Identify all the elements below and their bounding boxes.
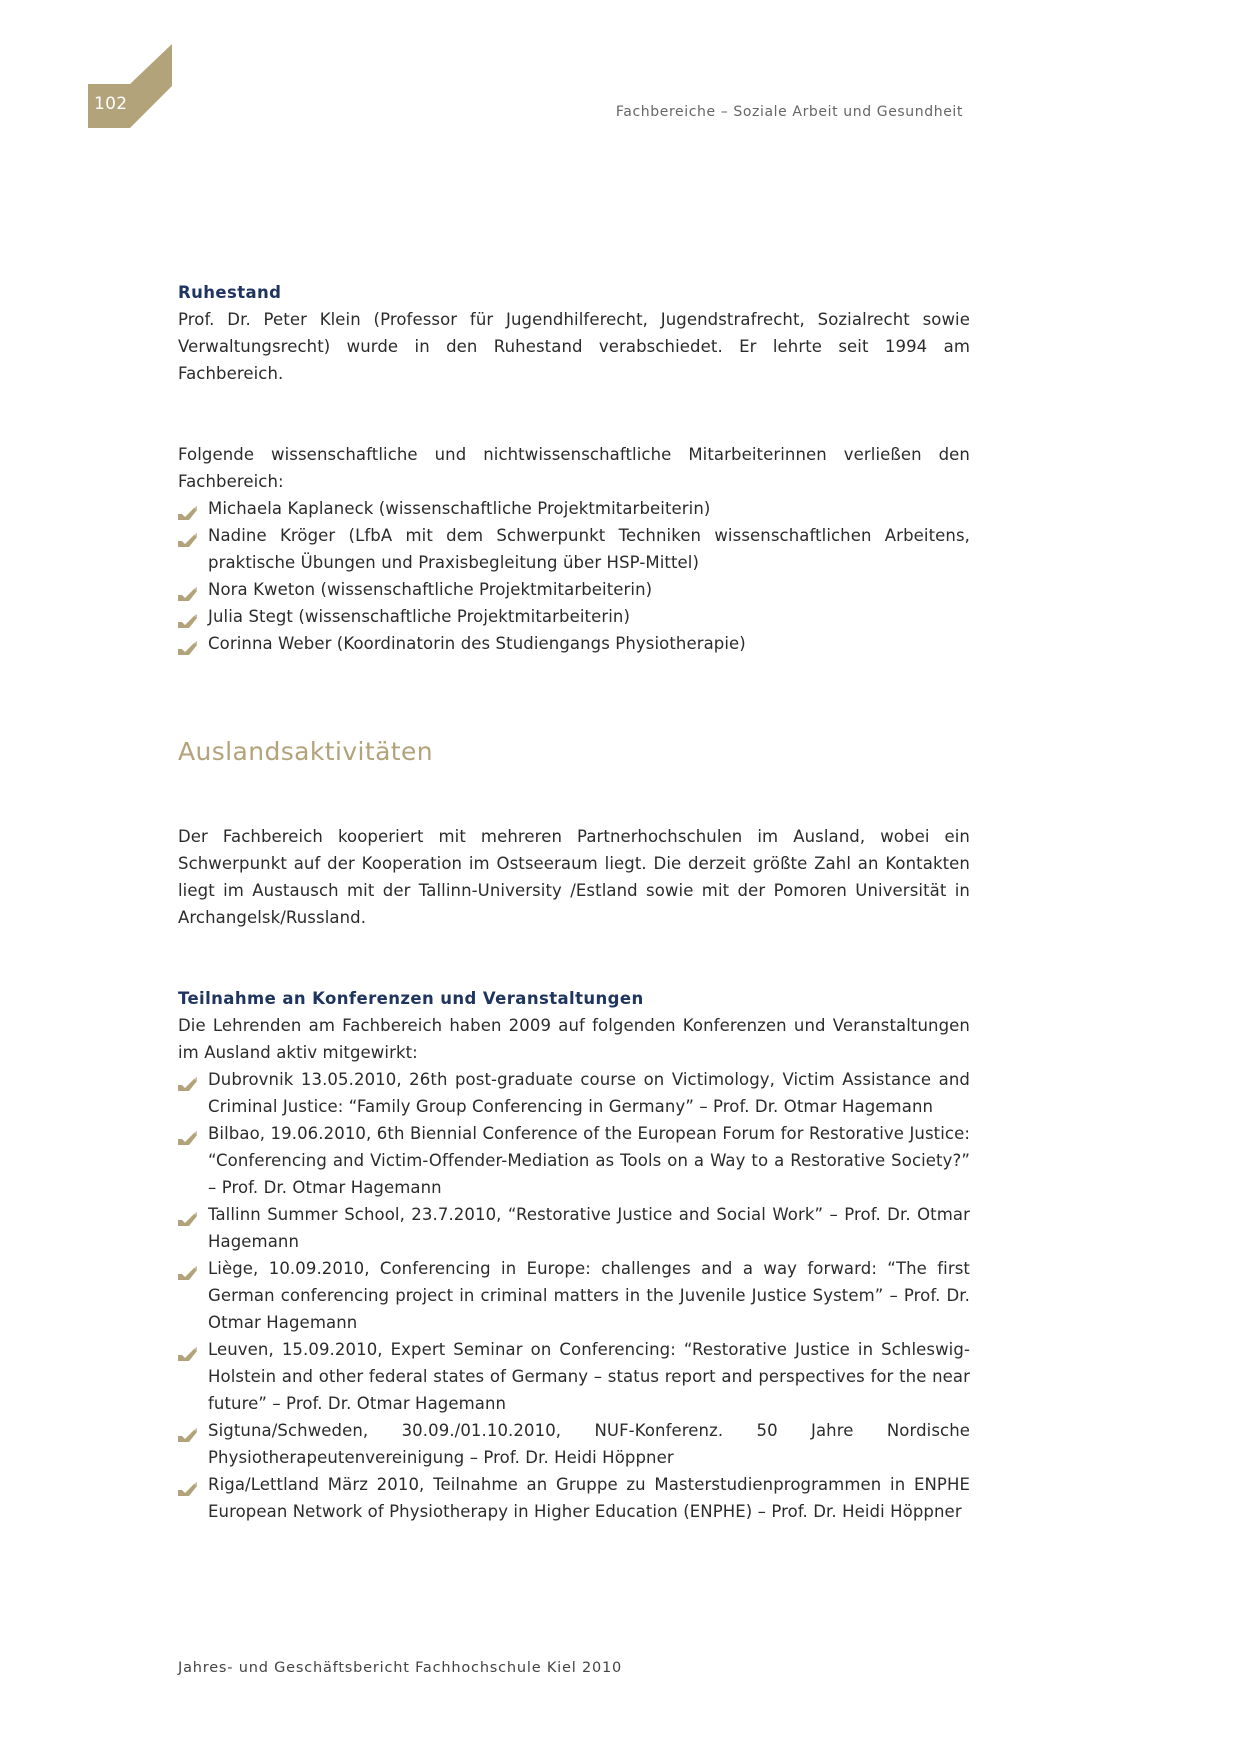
list-item: [178, 630, 970, 657]
list-item: [178, 603, 970, 630]
list-item-text: Bilbao, 19.06.2010, 6th Biennial Conference of the European Forum for Restorative Justice: “Conferencing and Victim-Offender-Mediation as Tools on a Way to a Restorative Society?” – Prof. Dr. Otmar Hagemann: [208, 1124, 970, 1197]
konferenzen-intro: Die Lehrenden am Fachbereich haben 2009 auf folgenden Konferenzen und Veranstaltungen im Ausland aktiv mitgewirkt:: [178, 1016, 970, 1062]
list-item-text: Tallinn Summer School, 23.7.2010, “Restorative Justice and Social Work” – Prof. Dr. Otmar Hagemann: [208, 1205, 970, 1251]
konferenzen-heading: Teilnahme an Konferenzen und Veranstaltungen: [178, 989, 644, 1008]
list-item-text: Nadine Kröger (LfbA mit dem Schwerpunkt Techniken wissenschaftlichen Arbeitens, praktische Übungen und Praxisbegleitung über HSP-Mittel): [208, 526, 970, 572]
list-item: [178, 1417, 970, 1471]
list-item-text: Riga/Lettland März 2010, Teilnahme an Gruppe zu Masterstudienprogrammen in ENPHE European Network of Physiotherapy in Higher Education (ENPHE) – Prof. Dr. Heidi Höppner: [208, 1475, 970, 1521]
pencil-bullet-icon: [178, 1261, 198, 1275]
list-item: [178, 522, 970, 576]
pencil-bullet-icon: [178, 1342, 198, 1356]
list-item: [178, 1471, 970, 1525]
list-item: [178, 576, 970, 603]
list-item-text: Nora Kweton (wissenschaftliche Projektmitarbeiterin): [208, 580, 653, 599]
running-head: Fachbereiche – Soziale Arbeit und Gesundheit: [615, 104, 963, 120]
list-item: [178, 1336, 970, 1417]
ausland-section: [178, 737, 970, 931]
page-number: 102: [94, 94, 128, 114]
list-item: [178, 1201, 970, 1255]
list-item-text: Julia Stegt (wissenschaftliche Projektmitarbeiterin): [208, 607, 631, 626]
pencil-bullet-icon: [178, 1072, 198, 1086]
list-item: [178, 1066, 970, 1120]
mitarbeiter-section: [178, 441, 970, 657]
ruhestand-section: [178, 279, 970, 387]
list-item-text: Michaela Kaplaneck (wissenschaftliche Projektmitarbeiterin): [208, 499, 711, 518]
pencil-bullet-icon: [178, 1477, 198, 1491]
list-item-text: Dubrovnik 13.05.2010, 26th post-graduate course on Victimology, Victim Assistance and Criminal Justice: “Family Group Conferencing in Germany” – Prof. Dr. Otmar Hagemann: [208, 1070, 970, 1116]
list-item-text: Leuven, 15.09.2010, Expert Seminar on Conferencing: “Restorative Justice in Schleswig-Holstein and other federal states of Germany – status report and perspectives for the near future” – Prof. Dr. Otmar Hagemann: [208, 1340, 970, 1413]
list-item: [178, 1255, 970, 1336]
konferenzen-list: [178, 1066, 970, 1525]
pencil-bullet-icon: [178, 1423, 198, 1437]
pencil-bullet-icon: [178, 636, 198, 650]
list-item-text: Sigtuna/Schweden, 30.09./01.10.2010, NUF-Konferenz. 50 Jahre Nordische Physiotherapeutenvereinigung – Prof. Dr. Heidi Höppner: [208, 1421, 970, 1467]
ausland-text: Der Fachbereich kooperiert mit mehreren Partnerhochschulen im Ausland, wobei ein Schwerpunkt auf der Kooperation im Ostseeraum liegt. Die derzeit größte Zahl an Kontakten liegt im Austausch mit der Tallinn-University /Estland sowie mit der Pomoren Universität in Archangelsk/Russland.: [178, 827, 970, 927]
list-item: [178, 1120, 970, 1201]
konferenzen-section: [178, 985, 970, 1525]
pencil-bullet-icon: [178, 609, 198, 623]
list-item: [178, 495, 970, 522]
page-number-badge: [88, 44, 172, 128]
mitarbeiter-list: [178, 495, 970, 657]
main-content: [178, 279, 970, 1525]
list-item-text: Corinna Weber (Koordinatorin des Studiengangs Physiotherapie): [208, 634, 746, 653]
pencil-bullet-icon: [178, 501, 198, 515]
mitarbeiter-intro: Folgende wissenschaftliche und nichtwissenschaftliche Mitarbeiterinnen verließen den Fachbereich:: [178, 445, 970, 491]
ausland-heading: Auslandsaktivitäten: [178, 737, 434, 766]
list-item-text: Liège, 10.09.2010, Conferencing in Europe: challenges and a way forward: “The first German conferencing project in criminal matters in the Juvenile Justice System” – Prof. Dr. Otmar Hagemann: [208, 1259, 970, 1332]
pencil-bullet-icon: [178, 582, 198, 596]
pencil-bullet-icon: [178, 1207, 198, 1221]
page-badge-shape: [88, 44, 172, 128]
ruhestand-heading: Ruhestand: [178, 283, 282, 302]
page-footer: Jahres- und Geschäftsbericht Fachhochschule Kiel 2010: [178, 1660, 623, 1676]
ruhestand-text: Prof. Dr. Peter Klein (Professor für Jugendhilferecht, Jugendstrafrecht, Sozialrecht sowie Verwaltungsrecht) wurde in den Ruhestand verabschiedet. Er lehrte seit 1994 am Fachbereich.: [178, 310, 970, 383]
pencil-bullet-icon: [178, 528, 198, 542]
pencil-bullet-icon: [178, 1126, 198, 1140]
